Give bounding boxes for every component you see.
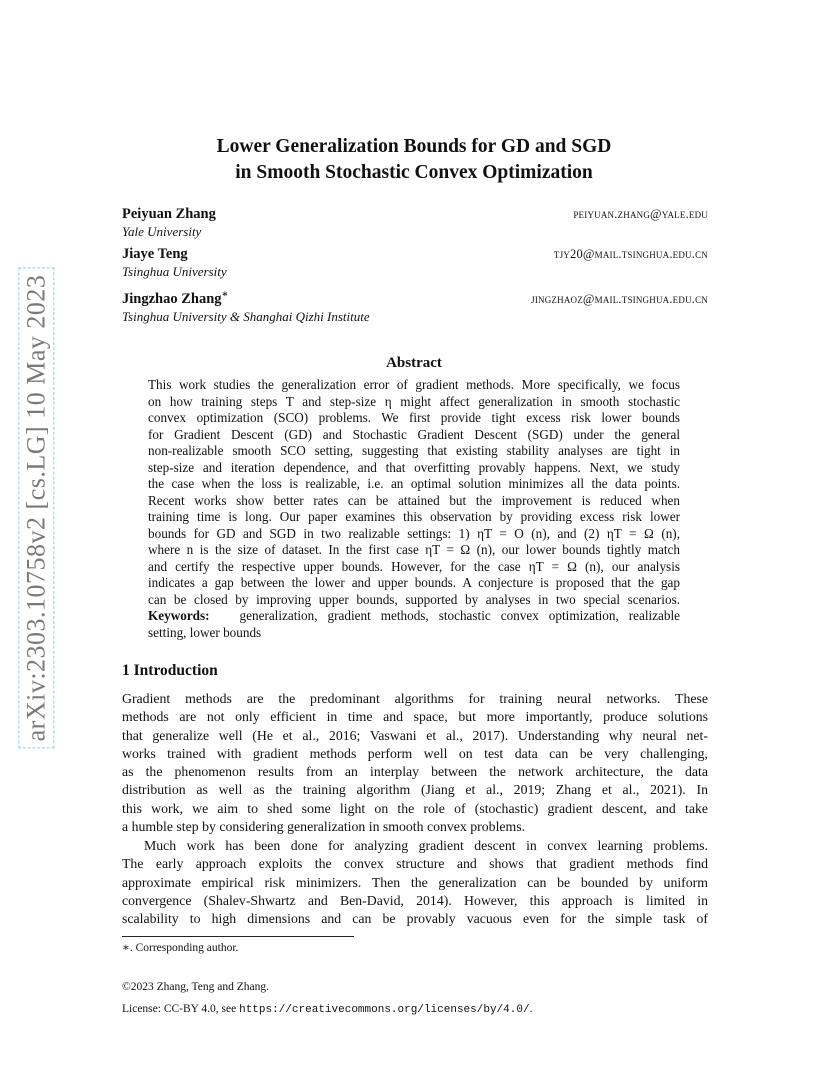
abstract-line: step-size and iteration dependence, and that overfitting provably happens. Next, we study [148,459,680,475]
abstract-line: and certify the respective upper bounds. However, for the case ηT = Ω (n), our analysis [148,558,680,574]
author-email[interactable]: tjy20@mail.tsinghua.edu.cn [553,247,708,261]
arxiv-stamp [12,248,60,768]
license-link[interactable]: https://creativecommons.org/licenses/by/4.0/ [239,1004,530,1016]
body-line: convergence (Shalev-Shwartz and Ben-David, 2014). However, this approach is limited in [122,892,708,908]
abstract-line: This work studies the generalization error of gradient methods. More specifically, we focus [148,377,680,392]
intro-paragraph-1 [122,690,708,836]
body-line: that generalize well (He et al., 2016; Vaswani et al., 2017). Understanding why neural net- [122,727,708,743]
copyright-notice: ©2023 Zhang, Teng and Zhang. [122,981,269,993]
abstract-line: training time is long. Our paper examines this observation by providing excess risk lower [148,509,680,524]
author-affiliation: Yale University [122,224,202,239]
author-block-3 [122,289,708,325]
author-name: Jiaye Teng [122,246,188,262]
abstract-line: for Gradient Descent (GD) and Stochastic Gradient Descent (SGD) under the general [148,426,680,442]
author-email[interactable]: jingzhaoz@mail.tsinghua.edu.cn [531,291,708,306]
abstract-line: where n is the size of dataset. In the first case ηT = Ω (n), our lower bounds tightly match [148,542,680,557]
body-line: Gradient methods are the predominant algorithms for training neural networks. These [122,691,708,706]
abstract-heading: Abstract [386,355,442,371]
keywords-line [148,608,680,625]
paper-title [120,134,708,186]
footnote-rule [122,936,354,937]
corresponding-marker: ∗ [221,289,229,300]
abstract-line: bounds for GD and SGD in two realizable settings: 1) ηT = O (n), and (2) ηT = Ω (n), [148,525,680,541]
author-name: Jingzhao Zhang∗ [122,289,229,307]
footnote: ∗. Corresponding author. [122,942,239,954]
abstract-line: non-realizable smooth SCO setting, suggesting that existing stability analyses are tight in [148,443,680,458]
keywords-text: generalization, gradient methods, stochastic convex optimization, realizable [239,608,680,623]
keywords-label: Keywords: [148,608,210,623]
body-line: as the phenomenon results from an interplay between the network architecture, the data [122,764,708,780]
body-line: Much work has been done for analyzing gradient descent in convex learning problems. [144,838,708,853]
title-line-2: in Smooth Stochastic Convex Optimization [235,162,593,183]
body-line: works trained with gradient methods perform well on test data can be very challenging, [122,745,708,761]
body-line: The early approach exploits the convex structure and shows that gradient methods find [122,856,708,872]
author-email[interactable]: peiyuan.zhang@yale.edu [573,207,708,221]
body-line: distribution as well as the training algorithm (Jiang et al., 2019; Zhang et al., 2021). In [122,782,708,798]
author-name: Peiyuan Zhang [122,206,216,222]
body-line: a humble step by considering generalization in smooth convex problems. [122,819,526,835]
license-notice [122,1003,532,1016]
abstract-line: convex optimization (SCO) problems. We first provide tight excess risk lower bounds [148,410,680,425]
license-suffix: . [529,1003,533,1015]
author-affiliation: Tsinghua University & Shanghai Qizhi Institute [122,308,370,324]
author-affiliation: Tsinghua University [122,264,227,279]
author-block-1 [122,206,708,240]
body-line: this work, we aim to shed some light on the role of (stochastic) gradient descent, and take [122,800,708,816]
body-line: methods are not only efficient in time and space, but more importantly, produce solutions [122,709,708,725]
abstract-line: the case when the loss is realizable, i.e. an optimal solution minimizes all the data points. [148,476,680,491]
title-line-1: Lower Generalization Bounds for GD and SGD [216,136,612,157]
abstract-line: can be closed by improving upper bounds, supported by analyses in two special scenarios. [148,591,680,607]
abstract-line: on how training steps T and step-size η might affect generalization in smooth stochastic [148,393,680,409]
author-block-2 [122,246,708,280]
license-prefix: License: CC-BY 4.0, see [122,1003,240,1015]
arxiv-id[interactable]: arXiv:2303.10758v2 [cs.LG] 10 May 2023 [18,268,54,749]
keywords-line-2: setting, lower bounds [148,624,262,640]
body-line: scalability to high dimensions and can be provably vacuous even for the simple task of [122,911,708,927]
section-heading: 1 Introduction [122,662,218,679]
abstract-line: indicates a gap between the lower and upper bounds. A conjecture is proposed that the gap [148,575,680,590]
abstract-body [148,377,680,641]
body-line: approximate empirical risk minimizers. Then the generalization can be bounded by uniform [122,874,708,890]
intro-paragraph-2 [122,837,708,928]
abstract-line: Recent works show better rates can be attained but the improvement is reduced when [148,492,680,508]
